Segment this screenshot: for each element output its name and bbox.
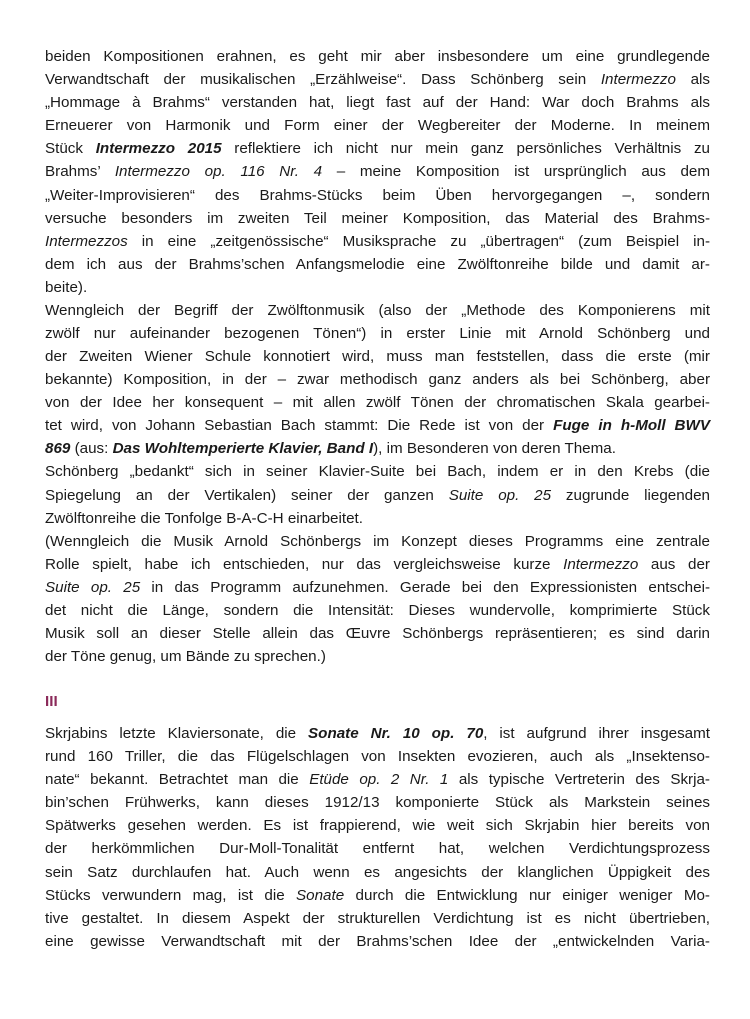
text-run: durch die Entwicklung nur einiger weniger Mo- bbox=[344, 886, 710, 904]
text-run: tet wird, von Johann Sebastian Bach stammt: Die Rede ist von der bbox=[45, 417, 554, 435]
text-line bbox=[45, 230, 710, 253]
text-run: sein Satz durchlaufen hat. Auch wenn es angesichts der klanglichen Üppigkeit des bbox=[45, 863, 710, 881]
text-run: Skrjabins letzte Klaviersonate, die bbox=[45, 725, 309, 742]
text-line bbox=[45, 884, 710, 907]
text-run: Musik soll an dieser Stelle allein das Œuvre Schönbergs repräsentieren; es sind darin bbox=[45, 625, 710, 642]
text-line bbox=[45, 276, 710, 299]
text-run: „Weiter-Improvisieren“ des Brahms-Stücks beim Üben hervorgegangen –, sondern bbox=[45, 186, 710, 204]
text-run: Rolle spielt, habe ich entschieden, nur das vergleichsweise kurze bbox=[45, 555, 564, 573]
emphasis-bold bbox=[96, 140, 222, 157]
text-line bbox=[45, 745, 710, 768]
text-run: bekannte) Komposition, in der – zwar methodisch ganz anders als bei Schönberg, aber bbox=[45, 371, 710, 389]
text-line bbox=[45, 645, 710, 668]
text-run: Zwölftonreihe die Tonfolge B-A-C-H einarbeitet. bbox=[45, 509, 363, 527]
emphasis-bold bbox=[113, 440, 374, 457]
text-run: nate“ bekannt. Betrachtet man die bbox=[45, 771, 310, 789]
text-run: bin’schen Frühwerks, kann dieses 1912/13 komponierte Stück als Markstein seines bbox=[45, 794, 710, 812]
text-line bbox=[45, 599, 710, 622]
text-run: reflektiere ich nicht nur mein ganz persönliches Verhältnis zu bbox=[221, 140, 710, 158]
text-line bbox=[45, 91, 710, 114]
text-run: ), im Besonderen von deren Thema. bbox=[373, 440, 616, 458]
text-line bbox=[45, 437, 710, 460]
text-line bbox=[45, 930, 710, 953]
text-line bbox=[45, 553, 710, 576]
emphasis-bold-italic: Das Wohltemperierte Klavier, Band I bbox=[112, 440, 374, 458]
text-line bbox=[45, 299, 710, 322]
text-run: der Zweiten Wiener Schule konnotiert wird, muss man feststellen, dass die erste (mir bbox=[45, 348, 710, 365]
text-run: eine gewisse Verwandtschaft mit der Brahms’schen Idee der „entwickelnden Varia- bbox=[45, 932, 710, 950]
text-run: tive gestaltet. In diesem Aspekt der strukturellen Verdichtung ist es nicht übertrieben, bbox=[45, 909, 710, 927]
text-line bbox=[45, 184, 710, 207]
document-page bbox=[45, 0, 710, 1019]
text-run: (aus: bbox=[70, 440, 113, 458]
text-line bbox=[45, 530, 710, 553]
text-line bbox=[45, 861, 710, 884]
text-line bbox=[45, 907, 710, 930]
text-run: , ist aufgrund ihrer insgesamt bbox=[483, 725, 710, 742]
text-line bbox=[45, 391, 710, 414]
text-line bbox=[45, 722, 710, 745]
text-run: det nicht die Länge, sondern die Intensität: Dieses wundervolle, komprimierte Stück bbox=[45, 601, 710, 619]
text-line bbox=[45, 622, 710, 645]
text-line bbox=[45, 791, 710, 814]
emphasis-bold-italic: 869 bbox=[45, 440, 71, 458]
text-line bbox=[45, 460, 710, 483]
text-line bbox=[45, 484, 710, 507]
emphasis-italic: Intermezzo op. 116 Nr. 4 bbox=[114, 163, 323, 181]
text-line bbox=[45, 837, 710, 860]
text-run: aus der bbox=[638, 555, 710, 573]
text-line bbox=[45, 322, 710, 345]
text-line bbox=[45, 814, 710, 837]
emphasis-italic: Sonate bbox=[296, 886, 345, 904]
text-run: rund 160 Triller, die das Flügelschlagen von Insekten evozieren, auch als „Insektenso- bbox=[45, 748, 710, 766]
text-line bbox=[45, 114, 710, 137]
text-run: Erneuerer von Harmonik und Form einer der Wegbereiter der Moderne. In meinem bbox=[45, 117, 710, 135]
text-line bbox=[45, 345, 710, 368]
text-run: (Wenngleich die Musik Arnold Schönbergs im Konzept dieses Programms eine zentrale bbox=[45, 532, 710, 550]
emphasis-bold bbox=[308, 725, 483, 742]
emphasis-italic: Suite op. 25 bbox=[448, 486, 552, 504]
text-line bbox=[45, 253, 710, 276]
text-line bbox=[45, 137, 710, 160]
text-run: Spiegelung an der Vertikalen) seiner der ganzen bbox=[45, 486, 449, 504]
text-run: versuche besonders im zweiten Teil meiner Komposition, das Material des Brahms- bbox=[45, 209, 710, 227]
text-run: zugrunde liegenden bbox=[551, 486, 710, 504]
text-run: dem ich aus der Brahms’schen Anfangsmelodie eine Zwölftonreihe bilde und damit ar- bbox=[45, 255, 710, 273]
text-run: als bbox=[675, 71, 710, 89]
text-run: der Töne genug, um Bände zu sprechen.) bbox=[45, 648, 326, 666]
text-run: Stücks verwundern mag, ist die bbox=[45, 886, 297, 904]
text-line bbox=[45, 414, 710, 437]
text-run: beite). bbox=[45, 278, 88, 296]
emphasis-italic: Intermezzo bbox=[600, 71, 676, 89]
emphasis-italic: Intermezzos bbox=[45, 232, 128, 250]
text-line bbox=[45, 160, 710, 183]
text-line bbox=[45, 507, 710, 530]
emphasis-bold-italic: Sonate Nr. 10 op. 70 bbox=[308, 725, 484, 742]
text-run: als typische Vertreterin des Skrja- bbox=[448, 771, 710, 789]
text-run: Verwandtschaft der musikalischen „Erzählweise“. Dass Schönberg sein bbox=[45, 71, 601, 89]
text-run: Schönberg „bedankt“ sich in seiner Klavier-Suite bei Bach, indem er in den Krebs (die bbox=[45, 463, 710, 481]
emphasis-bold bbox=[553, 417, 710, 434]
emphasis-bold-italic: Fuge in h-Moll BWV bbox=[553, 417, 710, 435]
emphasis-bold bbox=[45, 440, 70, 457]
text-run: Spätwerks gesehen werden. Es ist frappierend, wie weit sich Skrjabin hier bereits von bbox=[45, 817, 710, 835]
emphasis-italic: Suite op. 25 bbox=[45, 578, 141, 596]
text-line bbox=[45, 68, 710, 91]
emphasis-bold-italic: Intermezzo 2015 bbox=[95, 140, 222, 158]
text-run: Stück bbox=[45, 140, 96, 158]
text-line bbox=[45, 45, 710, 68]
section-heading: III bbox=[45, 693, 58, 710]
text-run: zwölf nur aufeinander bezogenen Tönen“) in erster Linie mit Arnold Schönberg und bbox=[45, 325, 710, 342]
text-run: beiden Kompositionen erahnen, es geht mir aber insbesondere um eine grundlegende bbox=[45, 48, 710, 65]
text-line bbox=[45, 576, 710, 599]
text-run: in eine „zeitgenössische“ Musiksprache zu „übertragen“ (zum Beispiel in- bbox=[127, 232, 710, 250]
text-run: der herkömmlichen Dur-Moll-Tonalität entfernt hat, welchen Verdichtungsprozess bbox=[45, 840, 710, 858]
text-run: „Hommage à Brahms“ verstanden hat, liegt fast auf der Hand: War doch Brahms als bbox=[45, 94, 710, 112]
emphasis-italic: Intermezzo bbox=[563, 555, 639, 573]
text-line bbox=[45, 207, 710, 230]
text-run: Brahms’ bbox=[45, 163, 115, 181]
text-line bbox=[45, 768, 710, 791]
emphasis-italic: Etüde op. 2 Nr. 1 bbox=[309, 771, 449, 789]
text-run: in das Programm aufzunehmen. Gerade bei den Expressionisten entschei- bbox=[140, 578, 710, 596]
text-run: – meine Komposition ist ursprünglich aus dem bbox=[322, 163, 711, 181]
text-line bbox=[45, 368, 710, 391]
text-run: von der Idee her konsequent – mit allen zwölf Tönen der chromatischen Skala gearbei- bbox=[45, 394, 710, 412]
text-run: Wenngleich der Begriff der Zwölftonmusik (also der „Methode des Komponierens mit bbox=[45, 301, 710, 319]
